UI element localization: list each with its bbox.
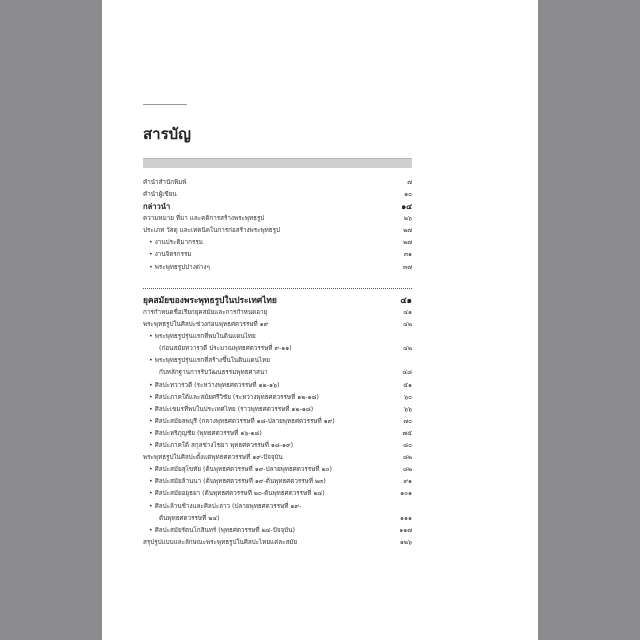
- toc-entry: [143, 464, 412, 476]
- toc-entry: [143, 225, 412, 237]
- toc-entry-page: ๒๗: [403, 227, 412, 235]
- toc-entry: [143, 416, 412, 428]
- toc-entry-page: ๖๖: [404, 405, 412, 413]
- section-divider: [143, 288, 412, 289]
- toc-entry-page: ๗๕: [402, 429, 412, 437]
- toc-entry-page: ๓๑: [403, 251, 412, 259]
- toc-entry-label: • ศิลปะเขมรที่พบในประเทศไทย (ราวพุทธศตวรรษที่ ๑๒-๑๘): [143, 404, 392, 416]
- toc-entry-page: ๗: [407, 179, 412, 186]
- toc-entry-page: ๒๖: [403, 215, 412, 223]
- toc-entry: [143, 513, 412, 525]
- toc-entry: [143, 452, 412, 464]
- toc-section-periods: [143, 294, 412, 549]
- toc-entry-label: • พระพุทธรูปปางต่างๆ: [143, 262, 392, 274]
- toc-entry: [143, 355, 412, 367]
- toc-entry: [143, 237, 412, 249]
- header-band: [143, 158, 412, 168]
- toc-entry: [143, 249, 412, 261]
- toc-entry-label: คำนำสำนักพิมพ์: [143, 179, 187, 186]
- toc-entry: [143, 319, 412, 331]
- toc-entry-page: ๙๑: [403, 478, 412, 486]
- toc-entry-label: • ศิลปะภาคใต้และสมัยศรีวิชัย (ระหว่างพุทธศตวรรษที่ ๑๒-๑๘): [143, 392, 392, 404]
- toc-entry-page: ๕๑: [403, 381, 412, 389]
- toc-entry-label: • ศิลปะล้านช้างและศิลปะลาว (ปลายพุทธศตวรรษที่ ๑๙-: [143, 501, 392, 513]
- title-rule: [143, 104, 187, 105]
- toc-entry-label: กล่าวนำ: [143, 202, 171, 212]
- toc-entry-page: ๔๑: [403, 309, 412, 316]
- toc-entry: [143, 367, 412, 379]
- toc-entry-label: • งานจิตรกรรม: [143, 249, 392, 261]
- toc-entry: [143, 262, 412, 274]
- toc-entry-label: • ศิลปะทวารวดี (ระหว่างพุทธศตวรรษที่ ๑๒-๑๖): [143, 380, 392, 392]
- toc-entry: [143, 404, 412, 416]
- toc-entry-page: ๘๐: [403, 442, 412, 450]
- toc-section-intro: [143, 177, 412, 274]
- toc-entry-page: ๔๒: [403, 345, 412, 353]
- toc-entry: [143, 501, 412, 513]
- toc-entry-label: • ศิลปะสมัยล้านนา (ต้นพุทธศตวรรษที่ ๑๙-ต้นพุทธศตวรรษที่ ๒๓): [143, 476, 392, 488]
- toc-entry: [143, 440, 412, 452]
- toc-entry-page: ๓๗: [402, 263, 412, 271]
- toc-entry: [143, 201, 412, 213]
- toc-entry-label: • ศิลปะภาคใต้ สกุลช่างไชยา พุทธศตวรรษที่ ๑๘-๑๙): [143, 440, 392, 452]
- toc-entry-page: ๑๒๖: [399, 538, 412, 546]
- toc-entry-page: ๘๒: [402, 466, 412, 474]
- toc-entry: [143, 294, 412, 307]
- toc-entry-label: • ศิลปะสมัยรัตนโกสินทร์ (พุทธศตวรรษที่ ๒๔-ปัจจุบัน): [143, 525, 392, 537]
- toc-entry: [143, 525, 412, 537]
- toc-entry-label: ยุคสมัยของพระพุทธรูปในประเทศไทย: [143, 295, 277, 305]
- toc-entry-label: • งานประติมากรรม: [143, 237, 392, 249]
- toc-entry-label: • ศิลปะสมัยลพบุรี (กลางพุทธศตวรรษที่ ๑๘-ปลายพุทธศตวรรษที่ ๑๙): [143, 416, 392, 428]
- toc-entry-page: ๔๒: [403, 321, 412, 329]
- toc-entry-label: • พระพุทธรูปรุ่นแรกที่พบในดินแดนไทย: [143, 331, 392, 343]
- toc-entry-label: ต้นพุทธศตวรรษที่ ๒๔): [159, 514, 220, 522]
- toc-entry-label: พระพุทธรูปในศิลปะตั้งแต่พุทธศตวรรษที่ ๑๙-ปัจจุบัน: [143, 454, 283, 462]
- toc-entry-label: • พระพุทธรูปรุ่นแรกที่สร้างขึ้นในดินแดนไทย: [143, 355, 392, 367]
- toc-entry: [143, 213, 412, 225]
- toc-entry-label: ความหมาย ที่มา และคติการสร้างพระพุทธรูป: [143, 215, 265, 223]
- toc-entry: [143, 392, 412, 404]
- toc-entry-page: ๑๔: [401, 202, 412, 212]
- toc-entry-page: ๑๑๗: [399, 526, 412, 534]
- toc-entry-page: ๗๐: [403, 417, 412, 425]
- toc-entry-page: ๑๐: [404, 191, 412, 199]
- toc-entry: [143, 476, 412, 488]
- toc-entry: [143, 488, 412, 500]
- toc-entry-page: ๖๐: [404, 393, 412, 401]
- toc-entry-label: • ศิลปะหริภุญชัย (พุทธศตวรรษที่ ๑๖-๑๘): [143, 428, 392, 440]
- toc-entry-label: ประเภท วัสดุ และเทคนิคในการก่อสร้างพระพุทธรูป: [143, 227, 280, 235]
- toc-entry-page: ๑๐๑: [400, 490, 412, 498]
- toc-entry: [143, 331, 412, 343]
- toc-entry-page: ๔๘: [402, 369, 412, 377]
- toc-entry: [143, 189, 412, 201]
- toc-entry: [143, 380, 412, 392]
- toc-entry-label: • ศิลปะสมัยอยุธยา (ต้นพุทธศตวรรษที่ ๒๐-ต้นพุทธศตวรรษที่ ๒๔): [143, 488, 392, 500]
- toc-entry-label: คำนำผู้เขียน: [143, 191, 177, 199]
- toc-entry-label: การกำหนดชื่อเรียกยุคสมัยและการกำหนดอายุ: [143, 309, 268, 316]
- toc-entry: [143, 177, 412, 189]
- toc-entry-label: • ศิลปะสมัยสุโขทัย (ต้นพุทธศตวรรษที่ ๑๙-ปลายพุทธศตวรรษที่ ๒๐): [143, 464, 392, 476]
- toc-entry-label: (ก่อนสมัยทวารวดี ประมาณพุทธศตวรรษที่ ๙-๑๑): [159, 345, 292, 353]
- page-title: สารบัญ: [143, 125, 191, 143]
- toc-entry: [143, 428, 412, 440]
- toc-entry-label: กับหลักฐานการรับวัฒนธรรมพุทธศาสนา: [159, 369, 268, 377]
- toc-entry: [143, 343, 412, 355]
- toc-entry-label: พระพุทธรูปในศิลปะช่วงก่อนพุทธศตวรรษที่ ๑๙: [143, 321, 269, 329]
- toc-entry: [143, 537, 412, 549]
- toc-entry-label: สรุปรูปแบบและลักษณะพระพุทธรูปในศิลปะไทยแต่ละสมัย: [143, 538, 298, 546]
- toc-entry-page: ๑๑๑: [400, 514, 412, 522]
- toc-entry-page: ๔๑: [400, 295, 412, 305]
- toc-entry-page: ๘๒: [402, 454, 412, 462]
- toc-entry-page: ๒๗: [403, 239, 412, 247]
- toc-entry: [143, 307, 412, 319]
